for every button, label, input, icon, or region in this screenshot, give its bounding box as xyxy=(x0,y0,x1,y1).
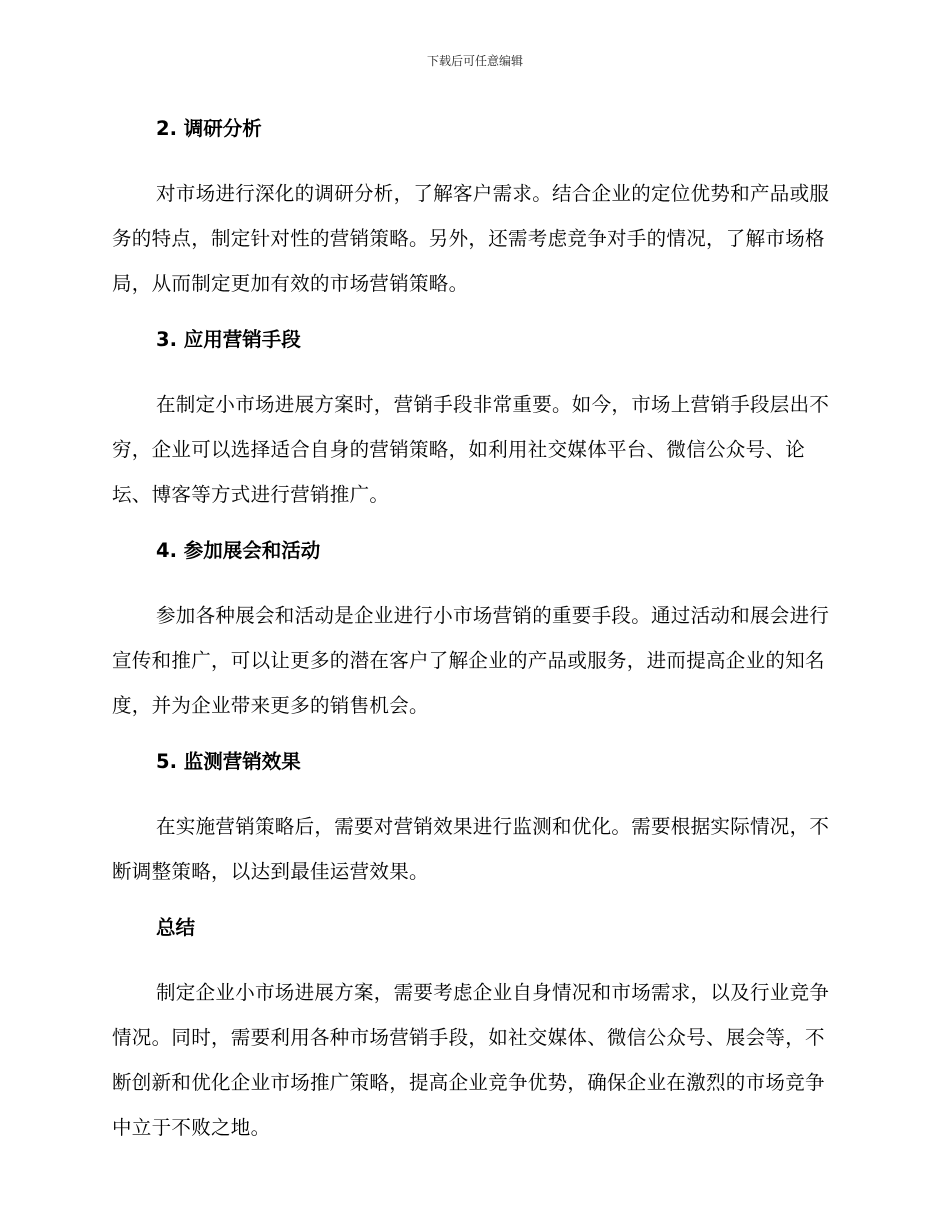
section-heading: 总结 xyxy=(156,916,196,939)
section-paragraph: 在制定小市场进展方案时，营销手段非常重要。如今，市场上营销手段层出不穷，企业可以选择适合自身的营销策略，如利用社交媒体平台、微信公众号、论坛、博客等方式进行营销推广。 xyxy=(112,393,830,506)
section-research-analysis xyxy=(112,114,832,306)
section-heading: 3. 应用营销手段 xyxy=(156,328,301,351)
section-paragraph: 在实施营销策略后，需要对营销效果进行监测和优化。需要根据实际情况，不断调整策略，以达到最佳运营效果。 xyxy=(112,815,830,883)
section-heading: 5. 监测营销效果 xyxy=(156,750,301,773)
section-summary xyxy=(112,913,832,1150)
section-exhibitions-events xyxy=(112,536,832,728)
header-note: 下载后可任意编辑 xyxy=(426,54,523,68)
document-body xyxy=(112,114,832,1150)
section-paragraph: 制定企业小市场进展方案，需要考虑企业自身情况和市场需求，以及行业竞争情况。同时，需要利用各种市场营销手段，如社交媒体、微信公众号、展会等，不断创新和优化企业市场推广策略，提高企业竞争优势，确保企业在激烈的市场竞争中立于不败之地。 xyxy=(112,981,830,1139)
section-paragraph: 参加各种展会和活动是企业进行小市场营销的重要手段。通过活动和展会进行宣传和推广，可以让更多的潜在客户了解企业的产品或服务，进而提高企业的知名度，并为企业带来更多的销售机会。 xyxy=(112,604,830,717)
section-marketing-methods xyxy=(112,325,832,517)
section-heading: 2. 调研分析 xyxy=(156,117,262,140)
section-monitor-effects xyxy=(112,747,832,894)
section-paragraph: 对市场进行深化的调研分析，了解客户需求。结合企业的定位优势和产品或服务的特点，制定针对性的营销策略。另外，还需考虑竞争对手的情况，了解市场格局，从而制定更加有效的市场营销策略。 xyxy=(112,182,830,295)
section-heading: 4. 参加展会和活动 xyxy=(156,539,321,562)
